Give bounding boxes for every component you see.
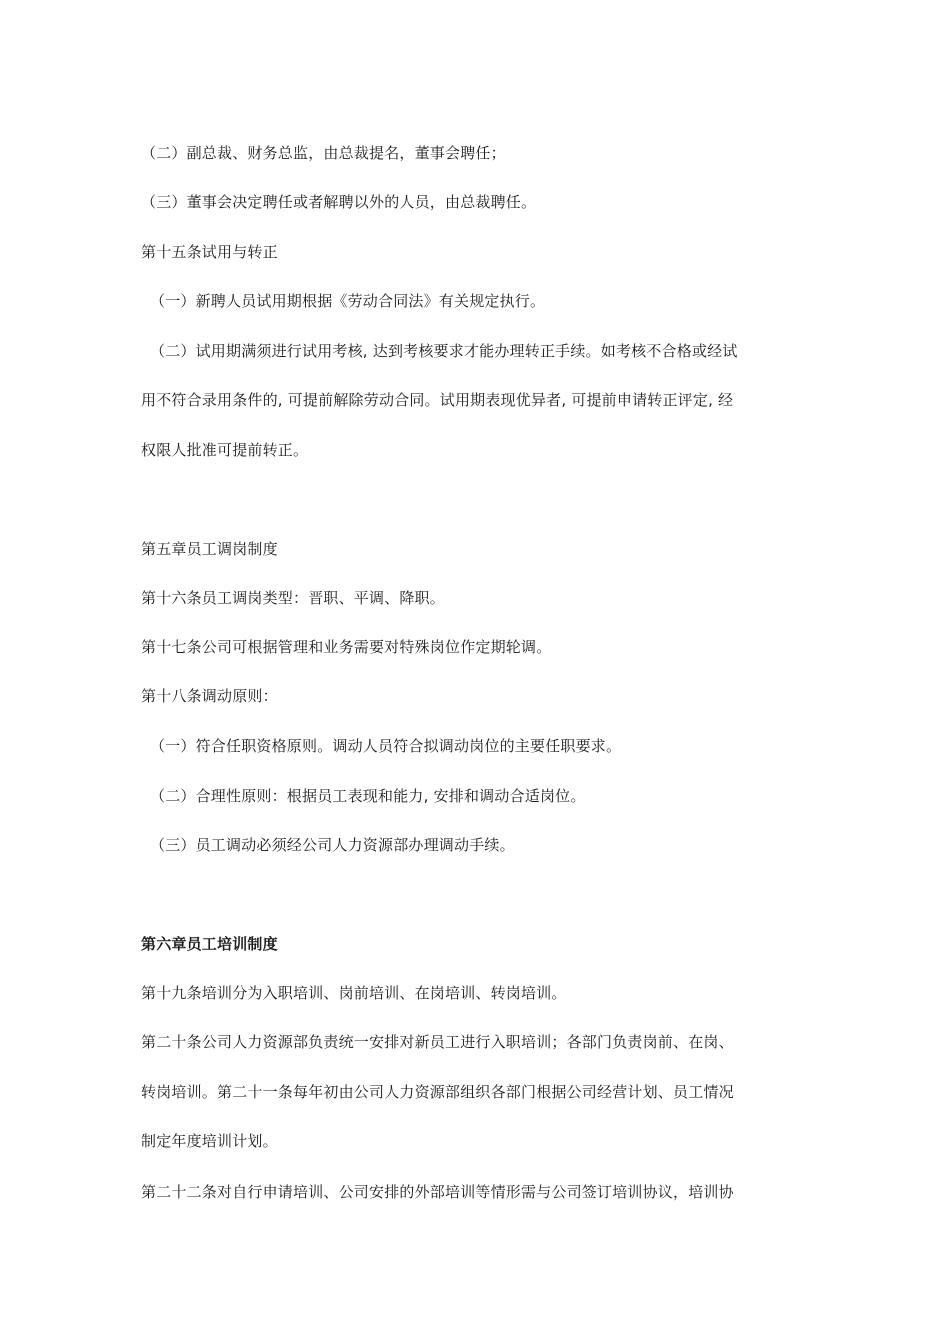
- paragraph-line: 第二十条公司人力资源部负责统一安排对新员工进行入职培训；各部门负责岗前、在岗、: [141, 1033, 734, 1051]
- chapter-heading: 第五章员工调岗制度: [141, 540, 278, 558]
- paragraph-line: 制定年度培训计划。: [141, 1132, 278, 1150]
- paragraph-line: 第十六条员工调岗类型：晋职、平调、降职。: [141, 589, 446, 607]
- paragraph-line: （二）合理性原则：根据员工表现和能力, 安排和调动合适岗位。: [150, 787, 586, 805]
- paragraph-line: 用不符合录用条件的, 可提前解除劳动合同。试用期表现优异者, 可提前申请转正评定, 经: [141, 391, 734, 409]
- paragraph-line: （一）新聘人员试用期根据《劳动合同法》有关规定执行。: [150, 292, 546, 310]
- paragraph-line: （三）员工调动必须经公司人力资源部办理调动手续。: [150, 836, 515, 854]
- paragraph-line: 第十九条培训分为入职培训、岗前培训、在岗培训、转岗培训。: [141, 984, 567, 1002]
- chapter-heading: 第六章员工培训制度: [141, 935, 278, 953]
- article-heading: 第十八条调动原则：: [141, 687, 278, 705]
- paragraph-line: （二）副总裁、财务总监，由总裁提名，董事会聘任；: [141, 144, 506, 162]
- paragraph-line: 转岗培训。第二十一条每年初由公司人力资源部组织各部门根据公司经营计划、员工情况: [141, 1083, 734, 1101]
- paragraph-line: 第十七条公司可根据管理和业务需要对特殊岗位作定期轮调。: [141, 638, 552, 656]
- paragraph-line: （二）试用期满须进行试用考核, 达到考核要求才能办理转正手续。如考核不合格或经试: [150, 342, 738, 360]
- paragraph-line: （一）符合任职资格原则。调动人员符合拟调动岗位的主要任职要求。: [150, 737, 622, 755]
- article-heading: 第十五条试用与转正: [141, 243, 278, 261]
- paragraph-line: 第二十二条对自行申请培训、公司安排的外部培训等情形需与公司签订培训协议，培训协: [141, 1183, 734, 1201]
- paragraph-line: 权限人批准可提前转正。: [141, 441, 309, 459]
- paragraph-line: （三）董事会决定聘任或者解聘以外的人员，由总裁聘任。: [141, 193, 537, 211]
